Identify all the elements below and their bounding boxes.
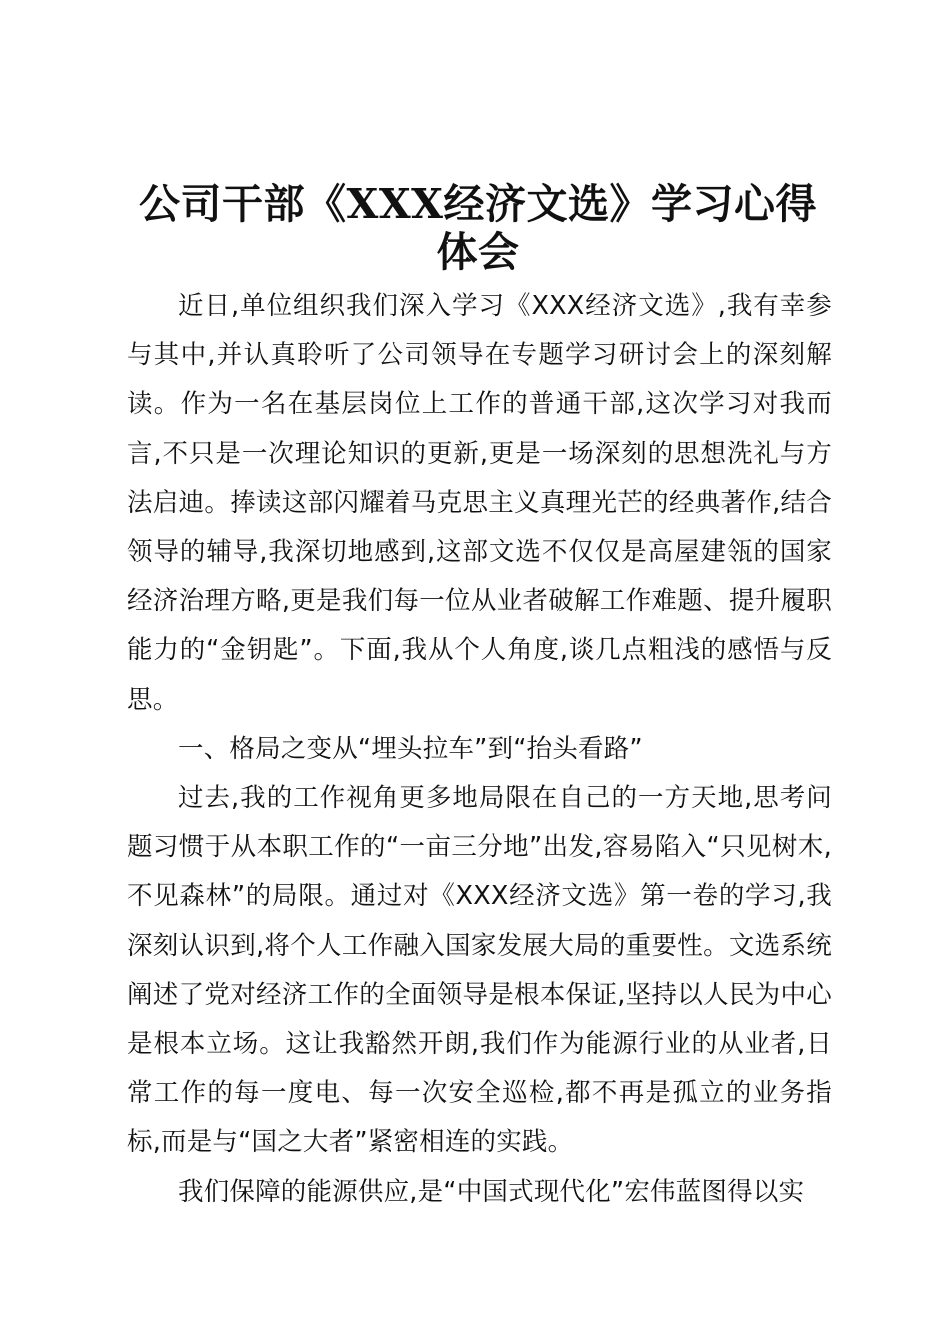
document-body [127, 282, 832, 1217]
paragraph-section-1: 过去,我的工作视角更多地局限在自己的一方天地,思考问题习惯于从本职工作的“一亩三分地”出发,容易陷入“只见树木,不见森林”的局限。通过对《XXX经济文选》第一卷的学习,我深刻认识到,将个人工作融入国家发展大局的重要性。文选系统阐述了党对经济工作的全面领导是根本保证,坚持以人民为中心是根本立场。这让我豁然开朗,我们作为能源行业的从业者,日常工作的每一度电、每一次安全巡检,都不再是孤立的业务指标,而是与“国之大者”紧密相连的实践。 [127, 783, 832, 1158]
paragraph-intro: 近日,单位组织我们深入学习《XXX经济文选》,我有幸参与其中,并认真聆听了公司领导在专题学习研讨会上的深刻解读。作为一名在基层岗位上工作的普通干部,这次学习对我而言,不只是一次理论知识的更新,更是一场深刻的思想洗礼与方法启迪。捧读这部闪耀着马克思主义真理光芒的经典著作,结合领导的辅导,我深切地感到,这部文选不仅仅是高屋建瓴的国家经济治理方略,更是我们每一位从业者破解工作难题、提升履职能力的“金钥匙”。下面,我从个人角度,谈几点粗浅的感悟与反思。 [127, 291, 832, 715]
document-title: 公司干部《XXX经济文选》学习心得体会 [139, 180, 817, 276]
paragraph-section-1-continued: 我们保障的能源供应,是“中国式现代化”宏伟蓝图得以实 [178, 1176, 805, 1207]
section-heading-1: 一、格局之变从“埋头拉车”到“抬头看路” [178, 733, 643, 764]
